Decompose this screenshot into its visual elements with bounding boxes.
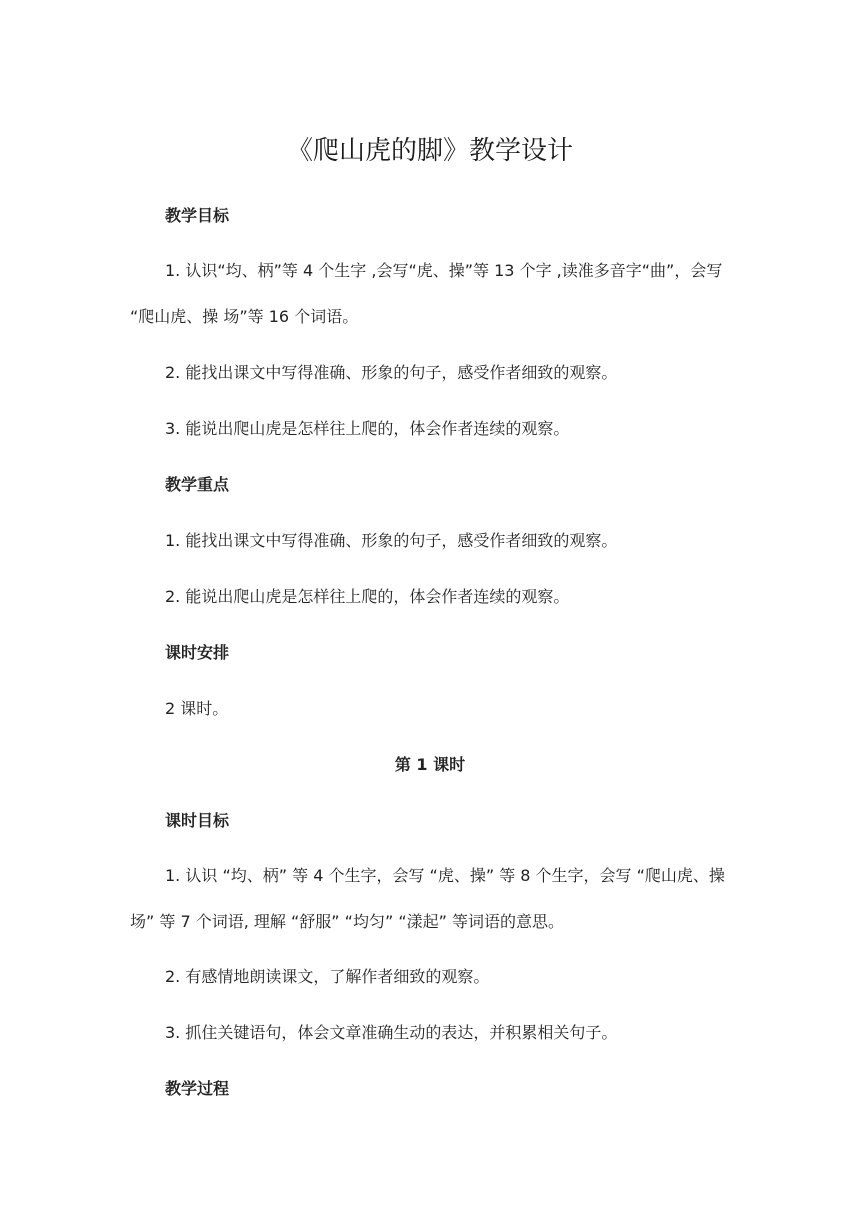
section-heading-schedule: 课时安排 [165,643,230,662]
goal-item-3: 3. 能说出爬山虎是怎样往上爬的，体会作者连续的观察。 [165,419,570,438]
section-heading-key-points: 教学重点 [165,475,230,494]
key-point-1: 1. 能找出课文中写得准确、形象的句子，感受作者细致的观察。 [165,531,618,550]
goal-item-1: 1. 认识“均、柄”等 4 个生字 ,会写“虎、操”等 13 个字 ,读准多音字“曲”，会写 “爬山虎、操 场”等 16 个词语。 [130,261,723,326]
lesson-goal-2: 2. 有感情地朗读课文，了解作者细致的观察。 [165,967,490,986]
document-title: 《爬山虎的脚》教学设计 [286,136,573,166]
key-point-2: 2. 能说出爬山虎是怎样往上爬的，体会作者连续的观察。 [165,587,570,606]
section-heading-teaching-process: 教学过程 [165,1079,230,1098]
lesson-goal-3: 3. 抓住关键语句，体会文章准确生动的表达，并积累相关句子。 [165,1023,618,1042]
lesson-goal-1: 1. 认识 “均、柄” 等 4 个生字，会写 “虎、操” 等 8 个生字，会写 “爬山虎、操场” 等 7 个词语, 理解 “舒服” “均匀” “漾起” 等词语的意思。 [130,866,725,931]
section-heading-lesson-goals: 课时目标 [165,811,230,830]
section-heading-teaching-goals: 教学目标 [165,206,230,225]
lesson-1-heading: 第 1 课时 [394,755,466,774]
schedule-text: 2 课时。 [165,699,229,718]
goal-item-2: 2. 能找出课文中写得准确、形象的句子，感受作者细致的观察。 [165,363,618,382]
